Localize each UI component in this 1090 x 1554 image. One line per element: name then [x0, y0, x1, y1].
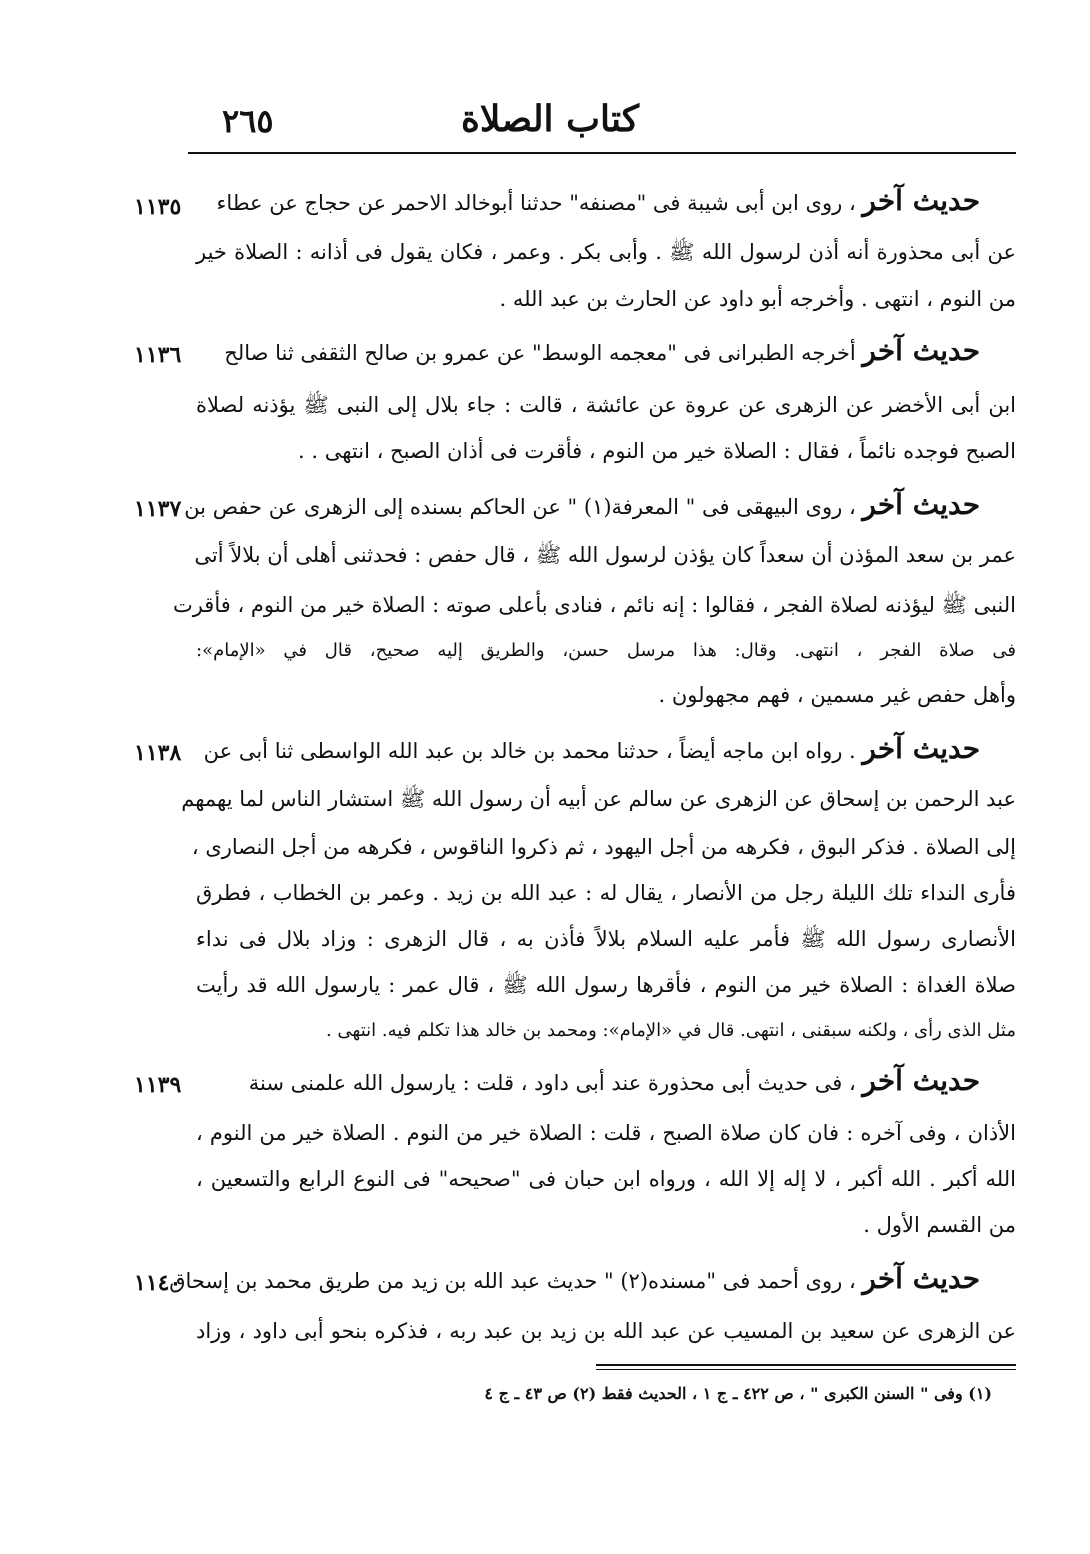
hadith-lead: حديث آخر — [862, 488, 980, 521]
hadith-line: النبى ﷺ ليؤذنه لصلاة الفجر ، فقالوا : إنه نائم ، فنادى بأعلى صوته : الصلاة خير من النوم ، فأقرت — [172, 593, 1016, 617]
hadith-lead: حديث آخر — [862, 732, 980, 765]
hadith-number: ١١٣٧ — [134, 496, 182, 522]
hadith-number: ١١٣٨ — [134, 740, 182, 766]
page-number: ٢٦٥ — [222, 102, 274, 140]
hadith-line: من القسم الأول . — [863, 1213, 1016, 1237]
hadith-line: عن أبى محذورة أنه أذن لرسول الله ﷺ . وأبى بكر . وعمر ، فكان يقول فى أذانه : الصلاة خير — [196, 240, 1016, 264]
hadith-line: مثل الذى رأى ، ولكنه سبقنى ، انتهى. قال في «الإمام»: ومحمد بن خالد هذا تكلم فيه. انتهى . — [325, 1020, 1016, 1041]
hadith-number: ١١٤٠ — [134, 1270, 182, 1296]
hadith-lead: حديث آخر — [862, 1262, 980, 1295]
hadith-line: حديث آخر ، روى ابن أبى شيبة فى "مصنفه" حدثنا أبوخالد الاحمر عن حجاج عن عطاء — [216, 184, 980, 217]
hadith-line: حديث آخر . رواه ابن ماجه أيضاً ، حدثنا محمد بن خالد بن عبد الله الواسطى ثنا أبى عن — [203, 732, 980, 765]
hadith-line: الأذان ، وفى آخره : فان كان صلاة الصبح ، قلت : الصلاة خير من النوم . الصلاة خير من النوم ، — [196, 1121, 1016, 1145]
hadith-line: عمر بن سعد المؤذن أن سعداً كان يؤذن لرسول الله ﷺ ، قال حفص : فحدثنى أهلى أن بلالاً أتى — [194, 543, 1016, 567]
hadith-line: إلى الصلاة . فذكر البوق ، فكرهه من أجل اليهود ، ثم ذكروا الناقوس ، فكرهه من أجل النصارى ، — [191, 835, 1016, 859]
hadith-line: فى صلاة الفجر ، انتهى. وقال: هذا مرسل حسن، والطريق إليه صحيح، قال في «الإمام»: — [196, 640, 1016, 661]
hadith-line: الله أكبر . الله أكبر ، لا إله إلا الله ، ورواه ابن حبان فى "صحيحه" فى النوع الرابع والتسعين ، — [196, 1167, 1016, 1191]
footnote-divider — [596, 1369, 1016, 1370]
hadith-line: فأرى النداء تلك الليلة رجل من الأنصار ، يقال له : عبد الله بن زيد . وعمر بن الخطاب ، فطرق — [196, 881, 1016, 905]
hadith-line: عن الزهرى عن سعيد بن المسيب عن عبد الله بن زيد بن عبد ربه ، فذكره بنحو أبى داود ، وزاد — [196, 1319, 1016, 1343]
hadith-lead: حديث آخر — [862, 184, 980, 217]
hadith-number: ١١٣٥ — [134, 194, 182, 220]
hadith-number: ١١٣٩ — [134, 1072, 182, 1098]
hadith-lead: حديث آخر — [862, 334, 980, 367]
footnote: (١) وفى " السنن الكبرى " ، ص ٤٢٢ ـ ج ١ ، الحديث فقط (٢) ص ٤٣ ـ ج ٤ — [484, 1384, 992, 1403]
hadith-line: حديث آخر ، روى البيهقى فى " المعرفة(١) " عن الحاكم بسنده إلى الزهرى عن حفص بن — [184, 488, 980, 521]
hadith-line: عبد الرحمن بن إسحاق عن الزهرى عن سالم عن أبيه أن رسول الله ﷺ استشار الناس لما يهمهم — [181, 787, 1016, 811]
hadith-number: ١١٣٦ — [134, 342, 182, 368]
hadith-line: من النوم ، انتهى . وأخرجه أبو داود عن الحارث بن عبد الله . — [499, 287, 1016, 311]
header-divider — [188, 152, 1016, 154]
hadith-line: وأهل حفص غير مسمين ، فهم مجهولون . — [658, 683, 1016, 707]
hadith-line: الأنصارى رسول الله ﷺ فأمر عليه السلام بلالاً فأذن به ، قال الزهرى : وزاد بلال فى نداء — [196, 927, 1016, 951]
hadith-line: ابن أبى الأخضر عن الزهرى عن عروة عن عائشة ، قالت : جاء بلال إلى النبى ﷺ يؤذنه لصلاة — [196, 393, 1016, 417]
footnote-divider — [596, 1364, 1016, 1366]
page-header-title: كتاب الصلاة — [461, 98, 639, 140]
hadith-line: حديث آخر أخرجه الطبرانى فى "معجمه الوسط" عن عمرو بن صالح الثقفى ثنا صالح — [224, 334, 980, 367]
hadith-line: صلاة الغداة : الصلاة خير من النوم ، فأقرها رسول الله ﷺ ، قال عمر : يارسول الله قد رأيت — [196, 973, 1016, 997]
hadith-line: حديث آخر ، روى أحمد فى "مسنده(٢) " حديث عبد الله بن زيد من طريق محمد بن إسحاق — [169, 1262, 980, 1295]
hadith-line: حديث آخر ، فى حديث أبى محذورة عند أبى داود ، قلت : يارسول الله علمنى سنة — [248, 1064, 980, 1097]
hadith-lead: حديث آخر — [862, 1064, 980, 1097]
hadith-line: الصبح فوجده نائماً ، فقال : الصلاة خير من النوم ، فأقرت فى أذان الصبح ، انتهى . . — [298, 439, 1016, 463]
